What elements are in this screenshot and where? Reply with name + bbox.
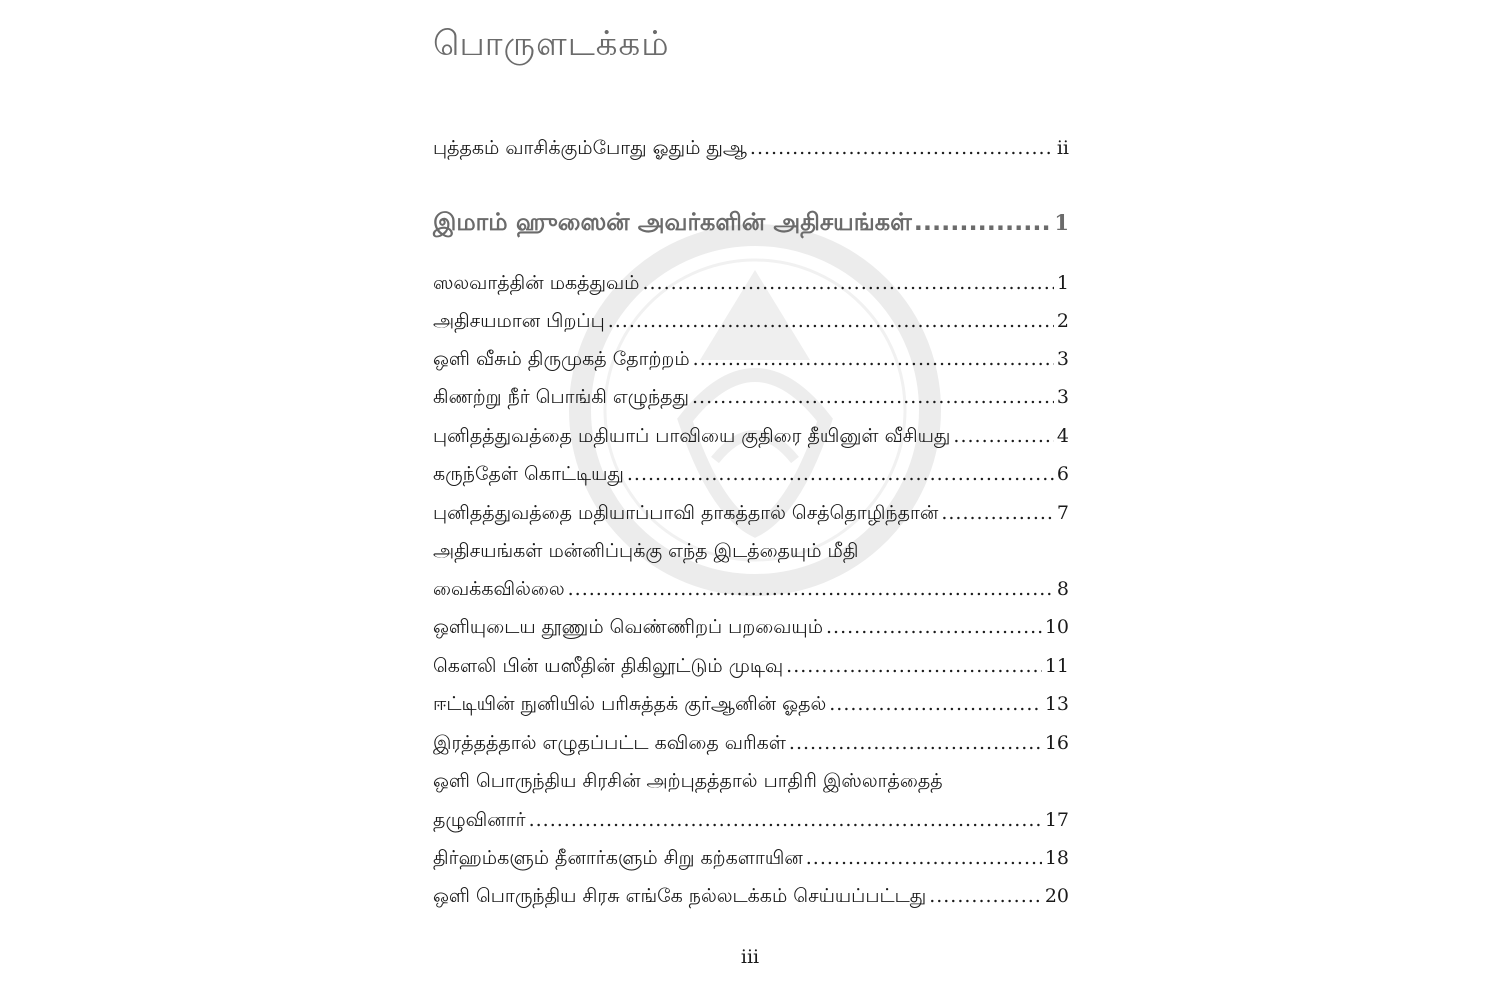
toc-entry-page: 3: [1056, 386, 1069, 408]
toc-entry-title: அதிசயமான பிறப்பு: [433, 310, 605, 332]
toc-entry-title: ஒளி வீசும் திருமுகத் தோற்றம்: [433, 348, 690, 370]
toc-entry-title: புனிதத்துவத்தை மதியாப் பாவியை குதிரை தீயினுள் வீசியது: [433, 425, 951, 447]
toc-entry-page: 11: [1044, 655, 1069, 677]
toc-entry-page: 20: [1044, 885, 1069, 907]
toc-entry[interactable]: [433, 385, 1069, 409]
leader-dots: [750, 136, 1054, 160]
toc-entry-title: கிணற்று நீர் பொங்கி எழுந்தது: [433, 386, 690, 408]
leader-dots: [941, 501, 1054, 525]
toc-entry-page: 18: [1044, 847, 1069, 869]
toc-entry-title: புனிதத்துவத்தை மதியாப்பாவி தாகத்தால் செத்தொழிந்தான்: [433, 502, 939, 524]
footer-page-number: iii: [740, 946, 760, 968]
page-title: பொருளடக்கம்: [433, 24, 670, 64]
leader-dots: [953, 424, 1053, 448]
toc-entry[interactable]: [433, 424, 1069, 448]
leader-dots: [786, 654, 1042, 678]
toc-entry-title: தழுவினார்: [433, 809, 526, 831]
toc-entry-title-line1: ஒளி பொருந்திய சிரசின் அற்புதத்தால் பாதிரி இஸ்லாத்தைத்: [433, 770, 943, 792]
leader-dots: [826, 615, 1042, 639]
leader-dots: [608, 309, 1054, 333]
leader-dots: [529, 808, 1042, 832]
toc-entry[interactable]: [433, 501, 1069, 525]
toc-entry[interactable]: [433, 347, 1069, 371]
toc-entry[interactable]: [433, 846, 1069, 870]
leader-dots: [806, 846, 1042, 870]
toc-entry[interactable]: [433, 884, 1069, 908]
toc-entry[interactable]: [433, 271, 1069, 295]
toc-entry-page: 16: [1044, 732, 1069, 754]
toc-entry[interactable]: [433, 309, 1069, 333]
toc-entry-title: ஒளியுடைய தூணும் வெண்ணிறப் பறவையும்: [433, 616, 823, 638]
toc-entry-title: இரத்தத்தால் எழுதப்பட்ட கவிதை வரிகள்: [433, 732, 786, 754]
toc-entry-front[interactable]: [433, 136, 1069, 160]
section-heading[interactable]: [433, 208, 1069, 239]
toc-entry-title: ஸலவாத்தின் மகத்துவம்: [433, 272, 640, 294]
section-page: 1: [1054, 210, 1069, 235]
toc-entry-title: வைக்கவில்லை: [433, 578, 565, 600]
toc-entry-title: புத்தகம் வாசிக்கும்போது ஓதும் துஆ: [433, 137, 747, 159]
leader-dots: [929, 884, 1042, 908]
toc-entry-page: 13: [1044, 693, 1069, 715]
leader-dots: [627, 462, 1054, 486]
leader-dots: [642, 271, 1053, 295]
leader-dots: [693, 347, 1054, 371]
toc-entry-page: 10: [1044, 616, 1069, 638]
toc-entry-page: 7: [1056, 502, 1069, 524]
toc-entry[interactable]: [433, 577, 1069, 601]
toc-entry[interactable]: [433, 615, 1069, 639]
leader-dots: [914, 208, 1053, 236]
leader-dots: [568, 577, 1054, 601]
toc-entry-title: ஒளி பொருந்திய சிரசு எங்கே நல்லடக்கம் செய்யப்பட்டது: [433, 885, 927, 907]
leader-dots: [692, 385, 1054, 409]
toc-entry-page: 17: [1044, 809, 1069, 831]
toc-entry-page: 8: [1056, 578, 1069, 600]
leader-dots: [789, 731, 1042, 755]
toc-entry-page: 3: [1056, 348, 1069, 370]
toc-entry[interactable]: [433, 692, 1069, 716]
toc-entry-title: கௌலி பின் யஸீதின் திகிலூட்டும் முடிவு: [433, 655, 784, 677]
toc-entry-title: கருந்தேள் கொட்டியது: [433, 463, 624, 485]
toc-entry[interactable]: [433, 462, 1069, 486]
toc-entry[interactable]: [433, 731, 1069, 755]
toc-entry-title: திர்ஹம்களும் தீனார்களும் சிறு கற்களாயின: [433, 847, 803, 869]
toc-entry-title-line1: அதிசயங்கள் மன்னிப்புக்கு எந்த இடத்தையும் மீதி: [433, 540, 859, 562]
toc-entry[interactable]: [433, 808, 1069, 832]
toc-entry-page: 1: [1056, 272, 1069, 294]
leader-dots: [829, 692, 1042, 716]
toc-entry-title: ஈட்டியின் நுனியில் பரிசுத்தக் குர்ஆனின் ஓதல்: [433, 693, 827, 715]
toc-entry-page: 4: [1056, 425, 1069, 447]
section-title: இமாம் ஹுஸைன் அவர்களின் அதிசயங்கள்: [433, 208, 912, 236]
toc-entry-page: 6: [1056, 463, 1069, 485]
toc-entry-page: ii: [1056, 137, 1069, 159]
toc-entry-page: 2: [1056, 310, 1069, 332]
toc-entry[interactable]: [433, 654, 1069, 678]
